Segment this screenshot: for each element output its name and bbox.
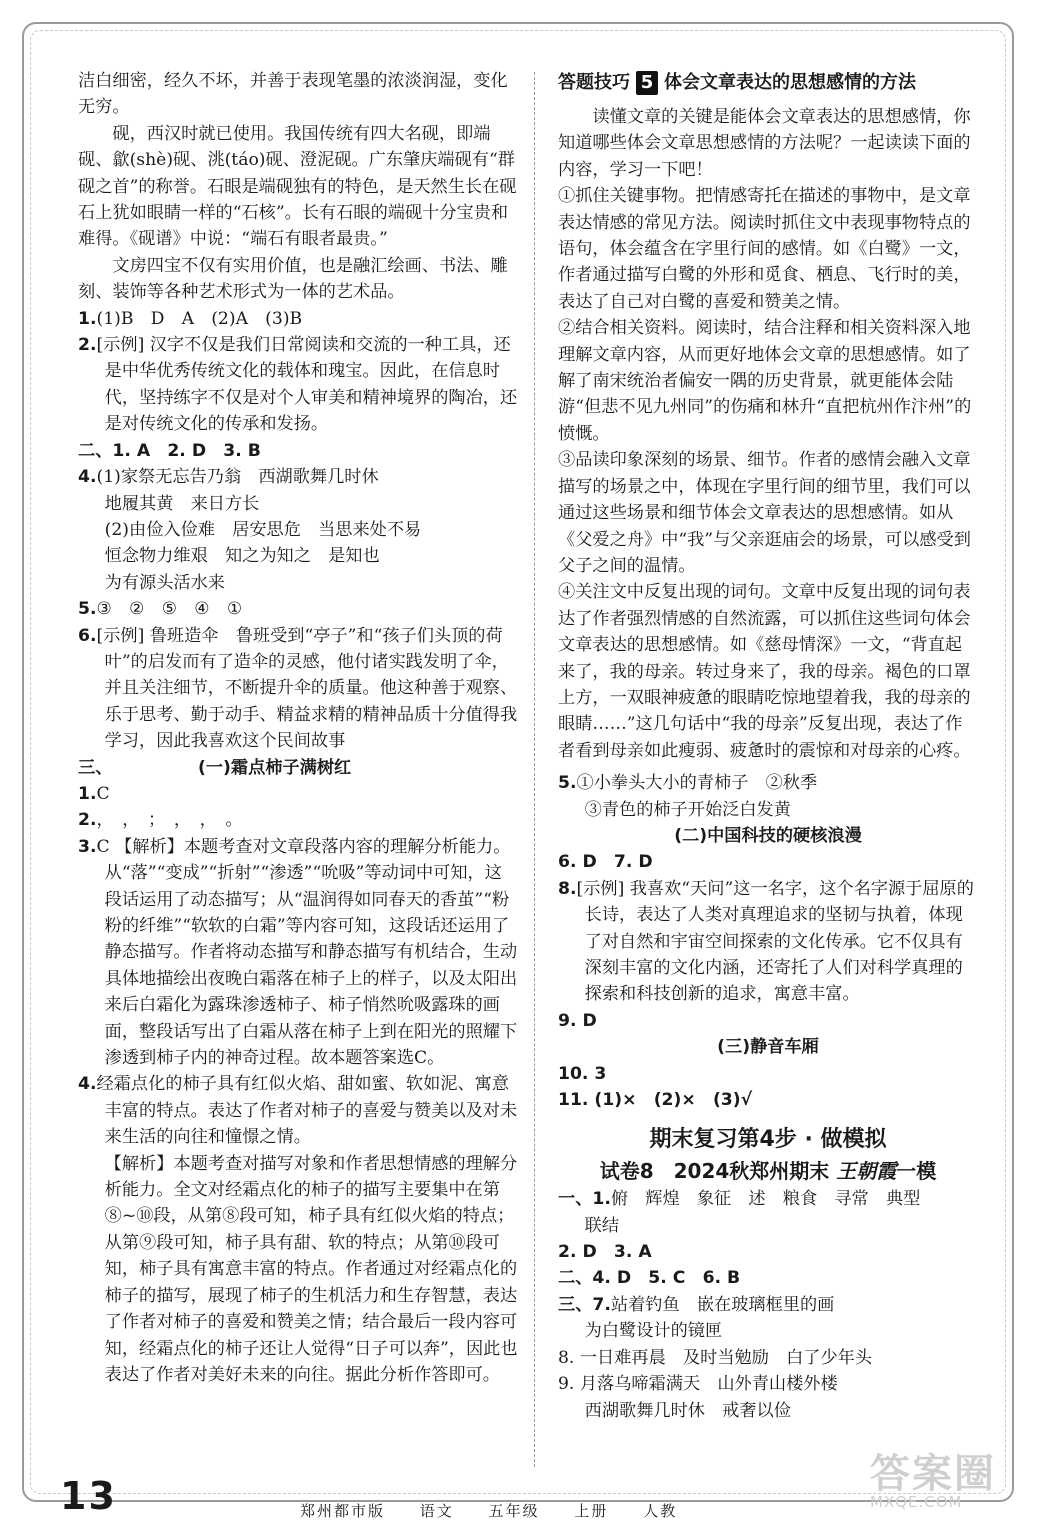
answer-b5-line-1: ①小拳头大小的青柿子 ②秋季	[576, 773, 818, 794]
tip-label: 答题技巧	[558, 71, 630, 93]
footer-publisher: 人教	[643, 1502, 678, 1520]
answer-2	[78, 332, 518, 438]
answer-5	[78, 596, 518, 622]
paragraph-ink: 洁白细密，经久不坏，并善于表现笔墨的浓淡润湿，变化无穷。	[78, 71, 508, 118]
paper-answer-7-line-2: 为白鹭设计的镜匣	[584, 1321, 723, 1342]
answer-1	[78, 306, 518, 332]
answer-a1-text: C	[96, 783, 110, 804]
paper-signature: 王朝霞	[836, 1158, 897, 1183]
answer-b8	[558, 876, 978, 1008]
answer-a1-number: 1.	[78, 783, 97, 804]
paper-answer-7-label: 三、7.	[558, 1294, 611, 1315]
paper-title	[558, 1158, 978, 1184]
watermark-url: MXQE.COM	[870, 1493, 963, 1511]
paper-answer-7	[558, 1292, 978, 1318]
answer-b5	[558, 770, 978, 796]
answer-1-number: 1.	[78, 308, 97, 329]
answer-4-line-1: (1)家祭无忘告乃翁 西湖歌舞几时休	[96, 467, 379, 488]
tip-method-4: ④关注文中反复出现的词句。文章中反复出现的词句表达了作者强烈情感的自然流露，可以抓住这些词句体会文章表达的思想感情。如《慈母情深》一文，“背直起来了，我的母亲。转过身来了，我的母亲。褐色的口罩上方，一双眼神疲惫的眼睛吃惊地望着我，我的母亲的眼睛……”这几句话中“我的母亲”反复出现，表达了作者看到母亲如此瘦弱、疲惫时的震惊和对母亲的心疼。	[558, 582, 971, 761]
section-2-text: 1. A 2. D 3. B	[112, 440, 261, 461]
page-number: 13	[60, 1474, 117, 1518]
tip-title: 体会文章表达的思想感情的方法	[664, 71, 916, 93]
subsection-2-title: (二)中国科技的硬核浪漫	[674, 825, 862, 846]
subsection-3-title: (三)静音车厢	[717, 1037, 819, 1058]
paper-answer-7-text: 站着钓鱼 嵌在玻璃框里的画	[610, 1294, 835, 1315]
answer-a1	[78, 781, 518, 807]
section-3-subtitle: (一)霜点柿子满树红	[198, 757, 352, 778]
tip-method-2: ②结合相关资料。阅读时，结合注释和相关资料深入地理解文章内容，从而更好地体会文章的思想感情。如了解了南宋统治者偏安一隅的历史背景，就更能体会陆游“但悲不见九州同”的伤痛和林升“直把杭州作汴州”的愤慨。	[558, 318, 972, 444]
tip-method-1: ①抓住关键事物。把情感寄托在描述的事物中，是文章表达情感的常见方法。阅读时抓住文中表现事物特点的语句，体会蕴含在字里行间的感情。如《白鹭》一文，作者通过描写白鹭的外形和觅食、栖息、飞行时的美，表达了自己对白鹭的喜爱和赞美之情。	[558, 186, 971, 312]
footer-volume: 上册	[574, 1502, 609, 1520]
answer-6-number: 6.	[78, 625, 97, 646]
section-2-answers	[78, 438, 518, 464]
answer-5-text: ③ ② ⑤ ④ ①	[96, 599, 243, 620]
tip-header	[558, 68, 978, 98]
paper-title-text: 试卷8 2024秋郑州期末	[599, 1158, 830, 1183]
section-3-header	[78, 755, 518, 781]
answer-b8-number: 8.	[558, 878, 577, 899]
answer-4-line-4: 恒念物力维艰 知之为知之 是知也	[104, 546, 380, 567]
answer-b5-number: 5.	[558, 773, 577, 794]
answer-b8-text: [示例] 我喜欢“天问”这一名字，这个名字源于屈原的长诗，表达了人类对真理追求的坚韧与执着，体现了对自然和宇宙空间探索的文化传承。它不仅具有深刻丰富的文化内涵，还寄托了人们对科学真理的探索和科技创新的追求，寓意丰富。	[576, 878, 974, 1005]
answer-4-number: 4.	[78, 467, 97, 488]
paragraph-four-treasures: 文房四宝不仅有实用价值，也是融汇绘画、书法、雕刻、装饰等各种艺术形式为一体的艺术品。	[78, 255, 508, 303]
paper-answer-4-6: 二、4. D 5. C 6. B	[558, 1268, 741, 1289]
answer-b9: 9. D	[558, 1010, 597, 1031]
footer-info	[300, 1500, 705, 1521]
answer-b10: 10. 3	[558, 1063, 607, 1084]
tip-intro: 读懂文章的关键是能体会文章表达的思想感情，你知道哪些体会文章思想感情的方法呢？一起读读下面的内容，学习一下吧！	[558, 107, 971, 180]
answer-a4-text: 经霜点化的柿子具有红似火焰、甜如蜜、软如泥、寓意丰富的特点。表达了作者对柿子的喜爱与赞美以及对未来生活的向往和憧憬之情。	[96, 1074, 518, 1148]
right-column	[558, 68, 978, 1424]
answer-b6-b7: 6. D 7. D	[558, 852, 653, 873]
answer-a2-number: 2.	[78, 810, 97, 831]
answer-a2	[78, 807, 518, 833]
answer-6	[78, 623, 518, 755]
answer-a4-analysis: 【解析】本题考查对描写对象和作者思想情感的理解分析能力。全文对经霜点化的柿子的描写主要集中在第⑧~⑩段，从第⑧段可知，柿子具有红似火焰的特点；从第⑨段可知，柿子具有甜、软的特点；从第⑩段可知，柿子具有寓意丰富的特点。作者通过对经霜点化的柿子的描写，展现了柿子的生机活力和生存智慧，表达了作者对柿子的喜爱和赞美之情；结合最后一段内容可知，经霜点化的柿子还让人觉得“日子可以奔”，因此也表达了作者对美好未来的向往。据此分析作答即可。	[104, 1153, 518, 1385]
review-step-title: 期末复习第4步 · 做模拟	[649, 1127, 887, 1153]
watermark-main-text: 答案圈	[870, 1451, 996, 1497]
paper-answer-1-label: 一、1.	[558, 1189, 611, 1210]
answer-b5-line-2: ③青色的柿子开始泛白发黄	[584, 799, 791, 820]
answer-4	[78, 464, 518, 490]
paper-answer-8: 8. 一日难再晨 及时当勉励 白了少年头	[558, 1347, 873, 1368]
answer-6-text: [示例] 鲁班造伞 鲁班受到“亭子”和“孩子们头顶的荷叶”的启发而有了造伞的灵感，他付诸实践发明了伞，并且关注细节，不断提升伞的质量。他这种善于观察、乐于思考、勤于动手、精益求精的精神品质十分值得我学习，因此我喜欢这个民间故事	[96, 625, 518, 752]
answer-a3	[78, 834, 518, 1072]
footer-grade: 五年级	[488, 1502, 540, 1520]
paper-answer-9-line-2: 西湖歌舞几时休 戒奢以俭	[584, 1400, 791, 1421]
footer-edition: 郑州都市版	[300, 1502, 386, 1520]
watermark-logo	[870, 1442, 1020, 1522]
answer-4-line-3: (2)由俭入俭难 居安思危 当思来处不易	[104, 519, 422, 540]
answer-5-number: 5.	[78, 599, 97, 620]
answer-a3-number: 3.	[78, 836, 97, 857]
paper-answer-1-line-2: 联结	[584, 1215, 620, 1236]
answer-b11: 11. (1)× (2)× (3)√	[558, 1090, 753, 1111]
answer-4-line-2: 地履其黄 来日方长	[104, 493, 260, 514]
section-3-label: 三、	[78, 757, 113, 778]
answer-2-number: 2.	[78, 335, 97, 356]
footer-subject: 语文	[419, 1502, 454, 1520]
paper-title-suffix: 一模	[896, 1158, 937, 1183]
answer-2-text: [示例] 汉字不仅是我们日常阅读和交流的一种工具，还是中华优秀传统文化的载体和瑰宝。因此，在信息时代，坚持练字不仅是对个人审美和精神境界的陶冶，还是对传统文化的传承和发扬。	[96, 335, 518, 435]
left-column	[78, 68, 518, 1388]
answer-a3-text: C 【解析】本题考查对文章段落内容的理解分析能力。从“落”“变成”“折射”“渗透”“吮吸”等动词中可知，这段话运用了动态描写；从“温润得如同春天的香茧”“粉粉的纤维”“软软的白霜”等内容可知，这段话还运用了静态描写。作者将动态描写和静态描写有机结合，生动具体地描绘出夜晚白霜落在柿子上的样子，以及太阳出来后白霜化为露珠渗透柿子、柿子悄然吮吸露珠的画面，整段话写出了白霜从落在柿子上到在阳光的照耀下渗透到柿子内的神奇过程。故本题答案选C。	[96, 836, 518, 1069]
answer-4-line-5: 为有源头活水来	[104, 572, 225, 593]
answer-1-text: (1)B D A (2)A (3)B	[96, 308, 303, 329]
answer-a4	[78, 1071, 518, 1150]
section-2-label: 二、	[78, 440, 113, 461]
paper-answer-1-text: 俯 辉煌 象征 述 粮食 寻常 典型	[610, 1189, 921, 1210]
tip-number-badge: 5	[636, 71, 658, 95]
paper-answer-2-3: 2. D 3. A	[558, 1242, 652, 1263]
paper-answer-9: 9. 月落乌啼霜满天 山外青山楼外楼	[558, 1374, 838, 1395]
paper-answer-1	[558, 1186, 978, 1212]
answer-a2-text: ， ， ； ， ， 。	[96, 810, 243, 831]
paragraph-inkstone: 砚，西汉时就已使用。我国传统有四大名砚，即端砚、歙(shè)砚、洮(táo)砚、澄泥砚。广东肇庆端砚有“群砚之首”的称誉。石眼是端砚独有的特色，是天然生长在砚石上犹如眼睛一样的“石核”。长有石眼的端砚十分宝贵和难得。《砚谱》中说：“端石有眼者最贵。”	[78, 123, 517, 250]
column-divider	[534, 72, 535, 1467]
tip-method-3: ③品读印象深刻的场景、细节。作者的感情会融入文章描写的场景之中，体现在字里行间的细节里，我们可以通过这些场景和细节体会文章表达的思想感情。如从《父爱之舟》中“我”与父亲逛庙会的场景，可以感受到父子之间的温情。	[558, 450, 971, 576]
answer-a4-number: 4.	[78, 1074, 97, 1095]
